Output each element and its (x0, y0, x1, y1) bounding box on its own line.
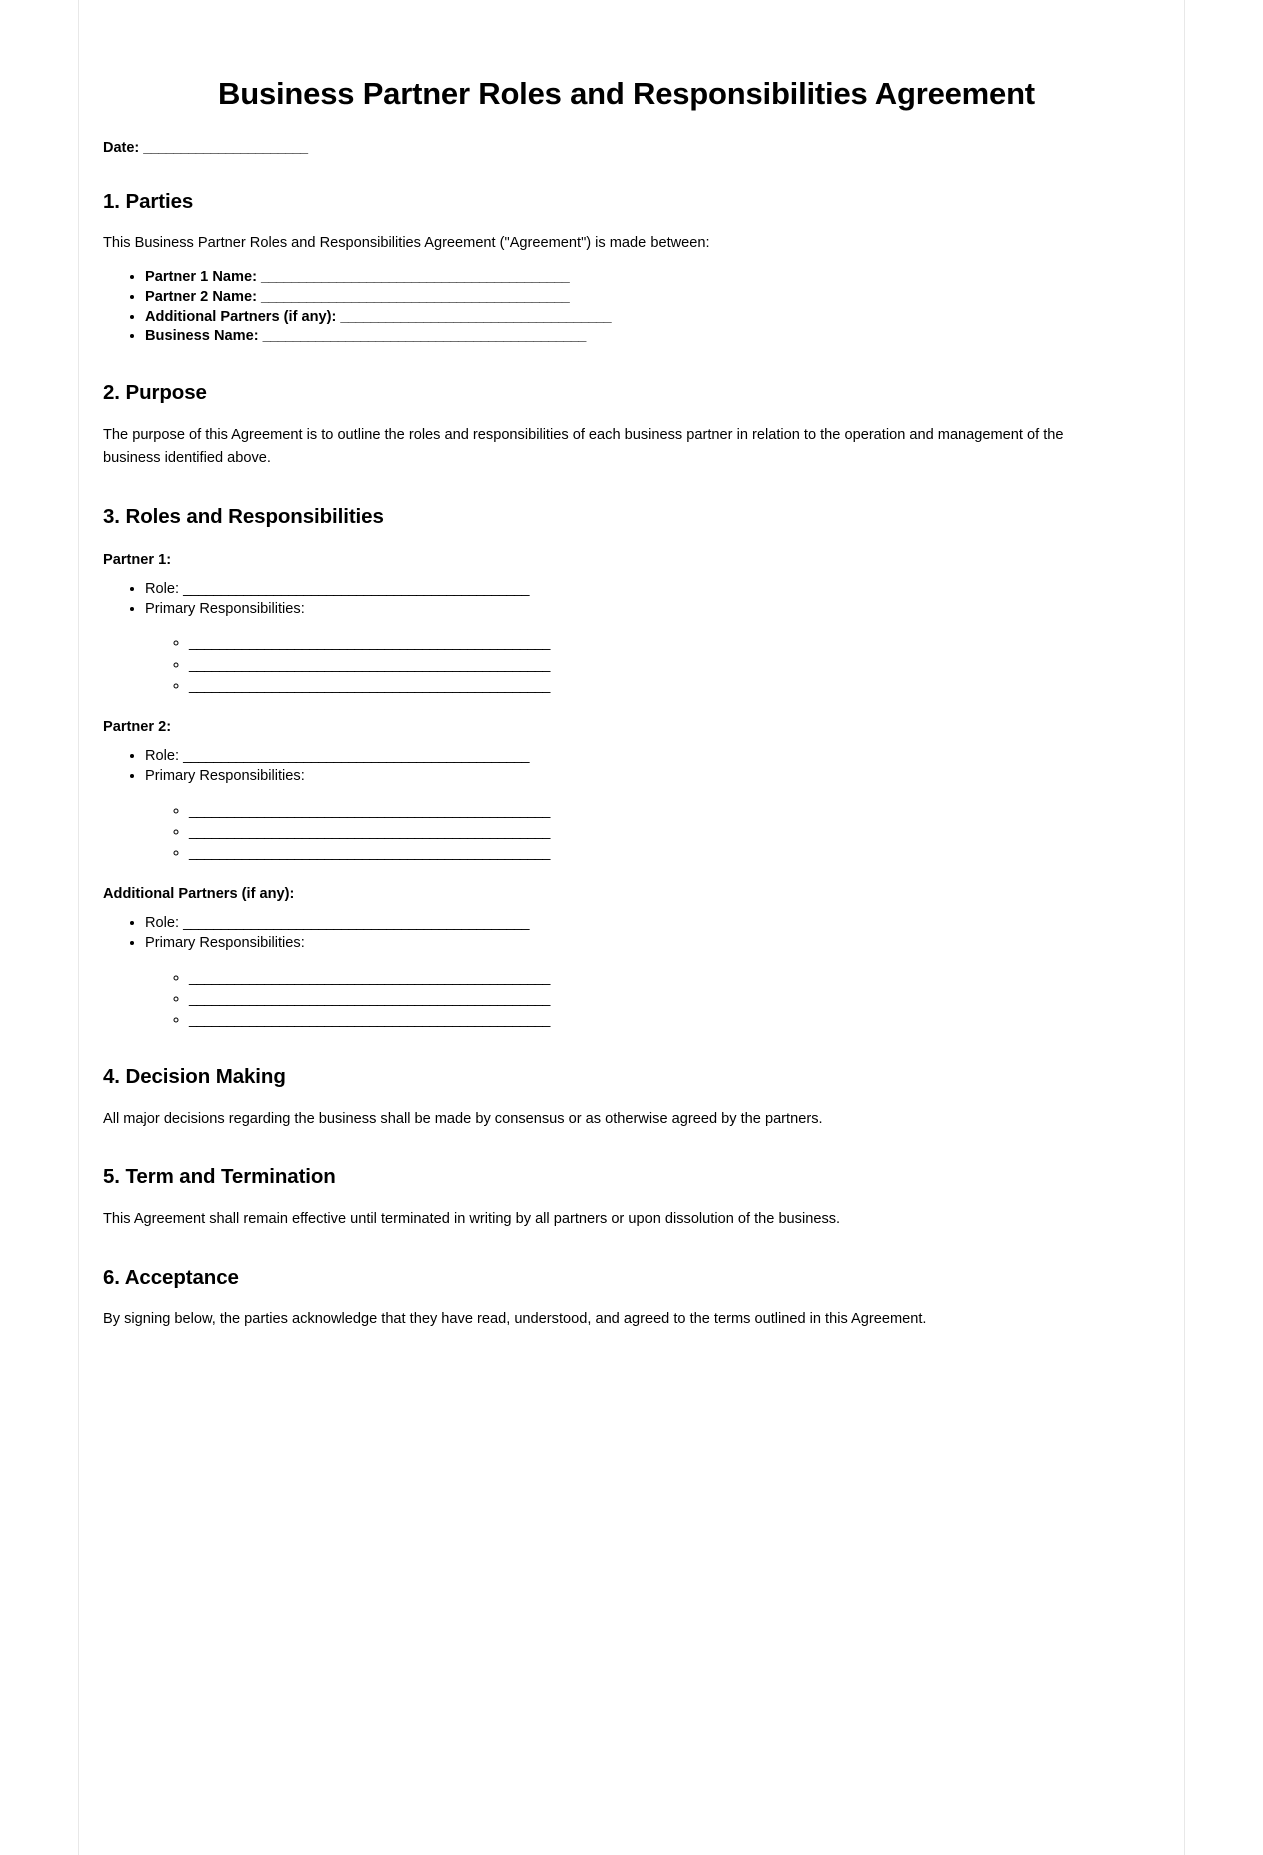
additional-partners-blank[interactable]: ____________________________________ (340, 308, 612, 325)
additional-partners-responsibility-blank-1[interactable]: ________________________________________________ (189, 969, 550, 986)
list-item (189, 843, 1150, 864)
partner-1-responsibility-blank-1[interactable]: ________________________________________________ (189, 635, 550, 652)
list-item (145, 747, 1150, 767)
term-termination-text: This Agreement shall remain effective until terminated in writing by all partners or upon dissolution of the business. (103, 1211, 841, 1228)
partner-2-responsibility-blank-1[interactable]: ________________________________________________ (189, 802, 550, 819)
parties-list (103, 268, 1150, 347)
document-body (79, 0, 1186, 1328)
list-item (189, 633, 1150, 654)
list-item (189, 801, 1150, 822)
role-label: Role: (145, 580, 180, 597)
date-blank[interactable]: ______________________ (143, 139, 308, 156)
partner-2-responsibilities-list (145, 801, 1150, 864)
decision-making-text: All major decisions regarding the business shall be made by consensus or as otherwise agreed by the partners. (103, 1110, 823, 1127)
role-label: Role: (145, 747, 180, 764)
section-heading-decision-making: 4. Decision Making (103, 1065, 286, 1089)
additional-partners-role-list (103, 914, 1150, 1031)
primary-responsibilities-label: Primary Responsibilities: (145, 600, 305, 617)
acceptance-text: By signing below, the parties acknowledge that they have read, understood, and agreed to the terms outlined in this Agreement. (103, 1311, 927, 1328)
list-item (189, 968, 1150, 989)
additional-partners-responsibility-blank-2[interactable]: ________________________________________________ (189, 990, 550, 1007)
subheading-additional-partners: Additional Partners (if any): (103, 886, 295, 903)
list-item (189, 655, 1150, 676)
section-heading-roles: 3. Roles and Responsibilities (103, 505, 384, 529)
partner-2-responsibility-blank-3[interactable]: ________________________________________________ (189, 844, 550, 861)
partner-2-role-list (103, 747, 1150, 864)
additional-partners-role-blank[interactable]: ______________________________________________ (183, 915, 529, 932)
business-name-blank[interactable]: ___________________________________________ (262, 328, 586, 345)
parties-intro-text: This Business Partner Roles and Responsibilities Agreement ("Agreement") is made between: (103, 235, 710, 252)
partner-1-responsibility-blank-3[interactable]: ________________________________________________ (189, 677, 550, 694)
list-item (145, 767, 1150, 864)
partner-1-role-blank[interactable]: ______________________________________________ (183, 580, 529, 597)
partner-1-role-list (103, 580, 1150, 697)
business-name-label: Business Name: (145, 328, 259, 345)
partner-2-name-blank[interactable]: _________________________________________ (261, 288, 570, 305)
role-label: Role: (145, 915, 180, 932)
list-item (189, 676, 1150, 697)
partner-1-responsibilities-list (145, 633, 1150, 696)
additional-partners-responsibility-blank-3[interactable]: ________________________________________________ (189, 1012, 550, 1029)
subheading-partner-2: Partner 2: (103, 718, 172, 735)
list-item (145, 327, 1150, 347)
list-item (145, 934, 1150, 1031)
partner-1-name-label: Partner 1 Name: (145, 268, 257, 285)
list-item (189, 989, 1150, 1010)
purpose-text: The purpose of this Agreement is to outline the roles and responsibilities of each business partner in relation to the operation and management of the business identified above. (103, 426, 1064, 467)
page-title: Business Partner Roles and Responsibilities Agreement (218, 76, 1035, 111)
additional-partners-label: Additional Partners (if any): (145, 308, 337, 325)
subheading-partner-1: Partner 1: (103, 551, 172, 568)
section-heading-term-termination: 5. Term and Termination (103, 1165, 336, 1189)
primary-responsibilities-label: Primary Responsibilities: (145, 767, 305, 784)
section-heading-parties: 1. Parties (103, 189, 194, 213)
partner-1-name-blank[interactable]: _________________________________________ (261, 268, 570, 285)
primary-responsibilities-label: Primary Responsibilities: (145, 934, 305, 951)
partner-2-responsibility-blank-2[interactable]: ________________________________________________ (189, 823, 550, 840)
list-item (145, 288, 1150, 308)
list-item (189, 1010, 1150, 1031)
section-heading-purpose: 2. Purpose (103, 381, 207, 405)
list-item (145, 580, 1150, 600)
date-field-line (103, 140, 1150, 156)
additional-partners-responsibilities-list (145, 968, 1150, 1031)
document-page (78, 0, 1185, 1855)
partner-1-responsibility-blank-2[interactable]: ________________________________________________ (189, 656, 550, 673)
partner-2-name-label: Partner 2 Name: (145, 288, 257, 305)
section-heading-acceptance: 6. Acceptance (103, 1265, 239, 1289)
date-label: Date: (103, 139, 140, 156)
partner-2-role-blank[interactable]: ______________________________________________ (183, 747, 529, 764)
list-item (145, 600, 1150, 697)
list-item (145, 308, 1150, 328)
list-item (189, 822, 1150, 843)
list-item (145, 268, 1150, 288)
list-item (145, 914, 1150, 934)
